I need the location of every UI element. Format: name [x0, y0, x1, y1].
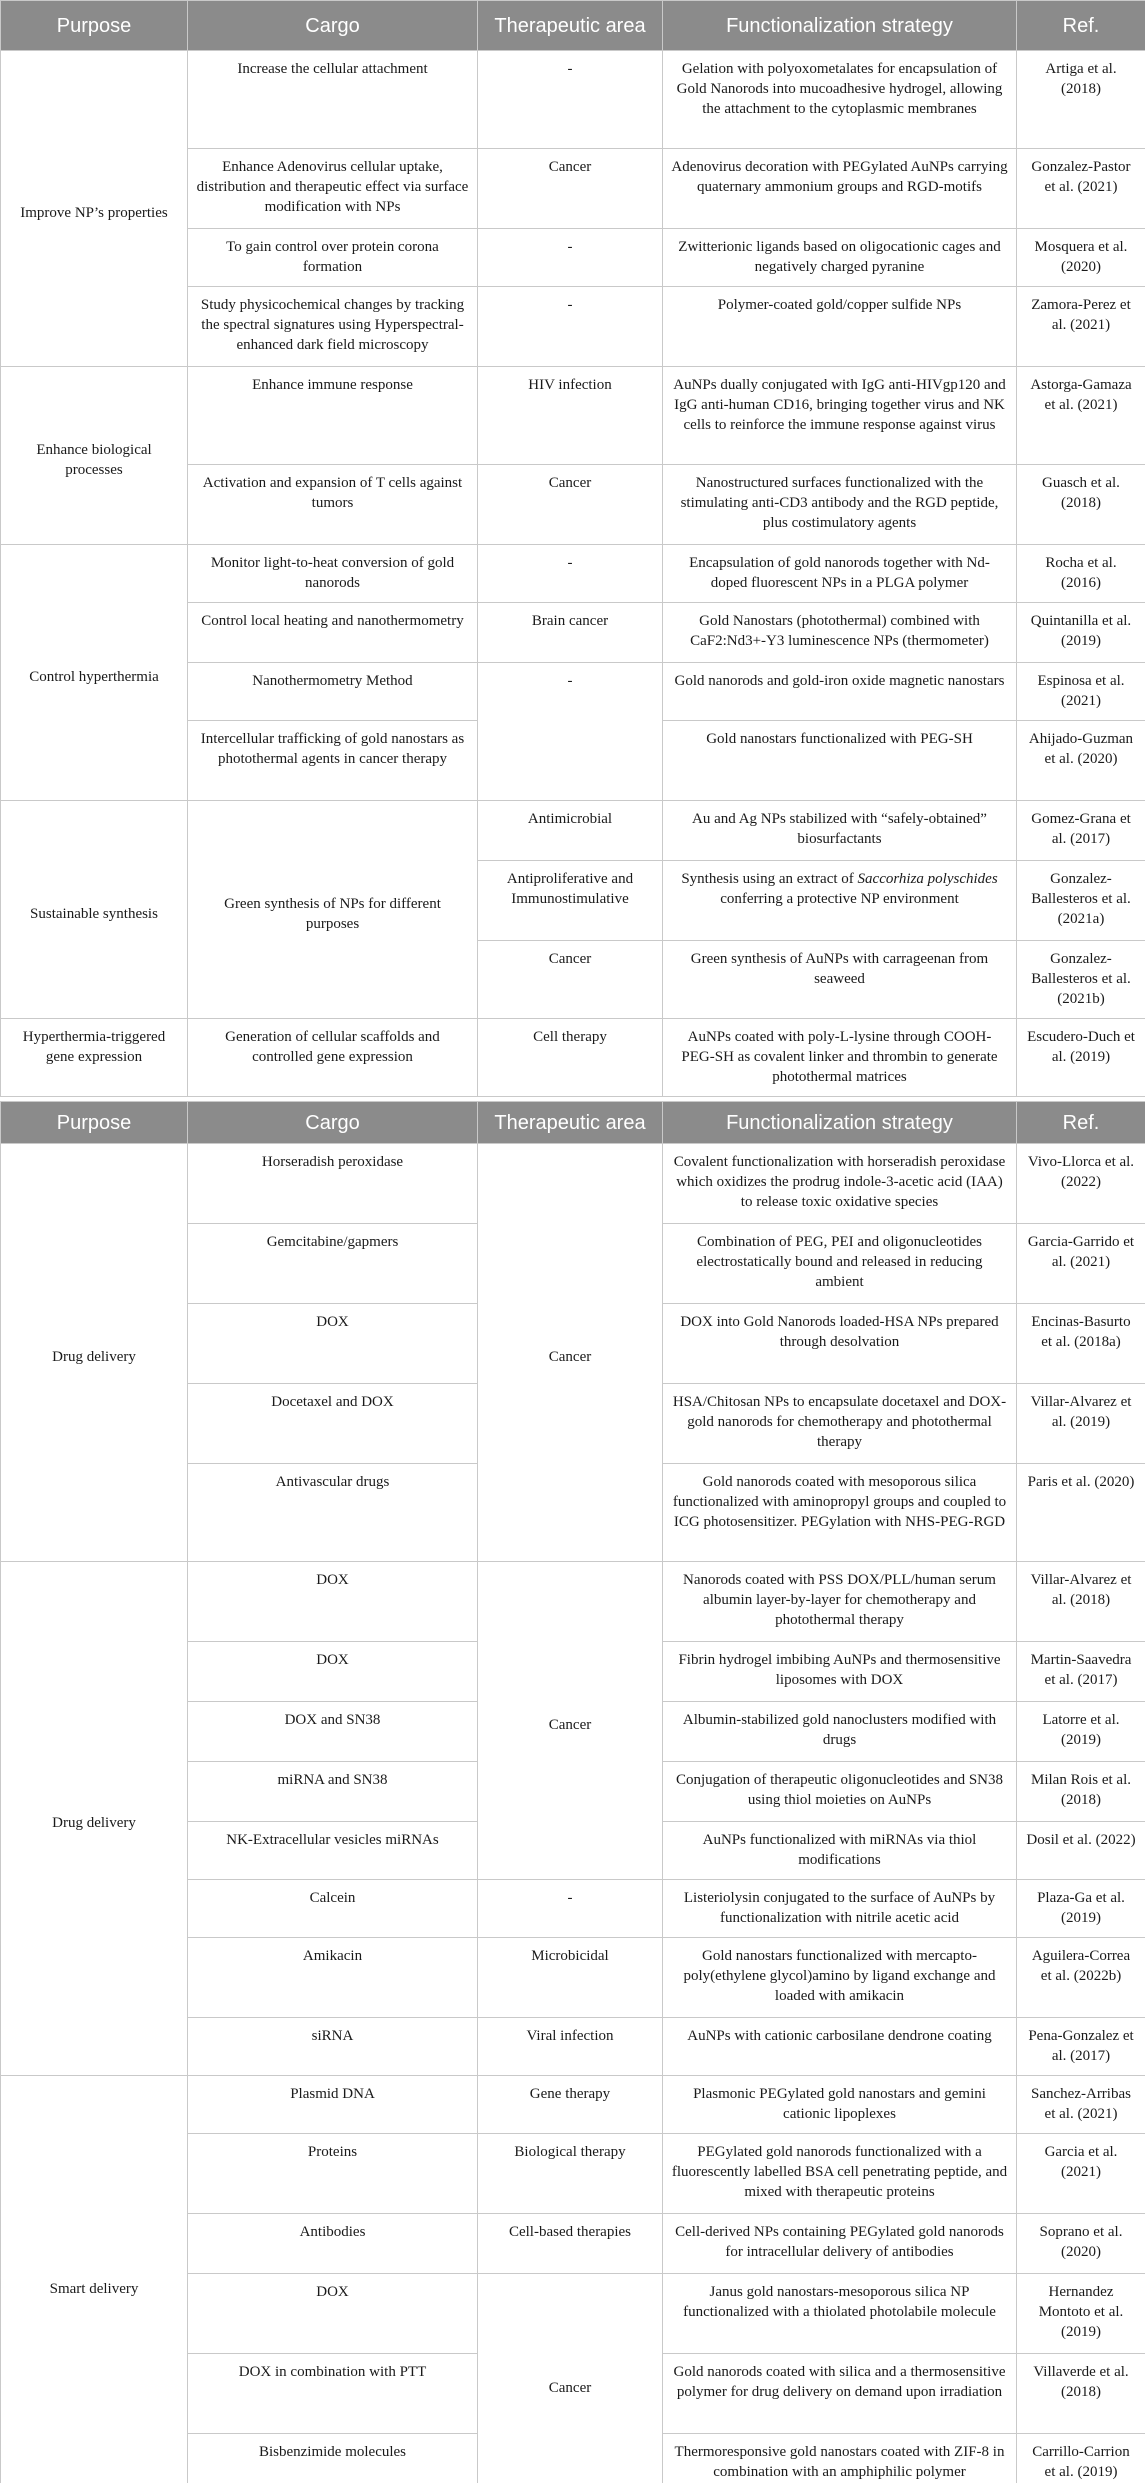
- area-cell: Microbicidal: [478, 1938, 663, 2018]
- cargo-cell: Activation and expansion of T cells against tumors: [188, 465, 478, 545]
- area-cell: HIV infection: [478, 367, 663, 465]
- area-cell: Cancer: [478, 2274, 663, 2483]
- ref-cell: Gonzalez-Ballesteros et al. (2021b): [1017, 941, 1145, 1019]
- table-header-row: [1, 1102, 1145, 1144]
- table-1: [0, 0, 1145, 1097]
- strategy-cell: Zwitterionic ligands based on oligocationic cages and negatively charged pyranine: [663, 229, 1017, 287]
- strategy-cell: Polymer-coated gold/copper sulfide NPs: [663, 287, 1017, 367]
- header-purpose: Purpose: [1, 1102, 188, 1144]
- purpose-cell: Drug delivery: [1, 1144, 188, 1562]
- area-cell: Cancer: [478, 149, 663, 229]
- purpose-cell: Drug delivery: [1, 1562, 188, 2076]
- cargo-cell: Study physicochemical changes by tracking the spectral signatures using Hyperspectral-enhanced dark field microscopy: [188, 287, 478, 367]
- cargo-cell: DOX in combination with PTT: [188, 2354, 478, 2434]
- cargo-cell: Horseradish peroxidase: [188, 1144, 478, 1224]
- table-row: [1, 1562, 1145, 1642]
- header-ref: Ref.: [1017, 1, 1145, 51]
- ref-cell: Carrillo-Carrion et al. (2019): [1017, 2434, 1145, 2483]
- purpose-cell: Enhance biological processes: [1, 367, 188, 545]
- ref-cell: Ahijado-Guzman et al. (2020): [1017, 721, 1145, 801]
- ref-cell: Soprano et al. (2020): [1017, 2214, 1145, 2274]
- strategy-cell: [663, 861, 1017, 941]
- area-cell: Viral infection: [478, 2018, 663, 2076]
- ref-cell: Aguilera-Correa et al. (2022b): [1017, 1938, 1145, 2018]
- header-functionalization-strategy: Functionalization strategy: [663, 1, 1017, 51]
- area-cell: Gene therapy: [478, 2076, 663, 2134]
- area-cell: Cell-based therapies: [478, 2214, 663, 2274]
- table-row: [1, 51, 1145, 149]
- ref-cell: Paris et al. (2020): [1017, 1464, 1145, 1562]
- ref-cell: Rocha et al. (2016): [1017, 545, 1145, 603]
- strategy-cell: Gold nanostars functionalized with mercapto-poly(ethylene glycol)amino by ligand exchange and loaded with amikacin: [663, 1938, 1017, 2018]
- ref-cell: Gonzalez-Ballesteros et al. (2021a): [1017, 861, 1145, 941]
- strategy-cell: Gold nanorods coated with silica and a thermosensitive polymer for drug delivery on demand upon irradiation: [663, 2354, 1017, 2434]
- cargo-cell: Control local heating and nanothermometry: [188, 603, 478, 663]
- strategy-cell: Adenovirus decoration with PEGylated AuNPs carrying quaternary ammonium groups and RGD-motifs: [663, 149, 1017, 229]
- ref-cell: Villaverde et al. (2018): [1017, 2354, 1145, 2434]
- area-cell: Brain cancer: [478, 603, 663, 663]
- species-name: Saccorhiza polyschides: [857, 871, 998, 887]
- table-row: [1, 801, 1145, 861]
- strategy-cell: Plasmonic PEGylated gold nanostars and gemini cationic lipoplexes: [663, 2076, 1017, 2134]
- strategy-cell: AuNPs dually conjugated with IgG anti-HIVgp120 and IgG anti-human CD16, bringing together virus and NK cells to reinforce the immune response against virus: [663, 367, 1017, 465]
- strategy-cell: [663, 603, 1017, 663]
- cargo-cell: DOX and SN38: [188, 1702, 478, 1762]
- strategy-cell: Combination of PEG, PEI and oligonucleotides electrostatically bound and released in reducing ambient: [663, 1224, 1017, 1304]
- strategy-cell: Gold nanorods coated with mesoporous silica functionalized with aminopropyl groups and coupled to ICG photosensitizer. PEGylation with NHS-PEG-RGD: [663, 1464, 1017, 1562]
- cargo-cell: DOX: [188, 1642, 478, 1702]
- ref-cell: Hernandez Montoto et al. (2019): [1017, 2274, 1145, 2354]
- ref-cell: Zamora-Perez et al. (2021): [1017, 287, 1145, 367]
- strategy-cell: PEGylated gold nanorods functionalized with a fluorescently labelled BSA cell penetrating peptide, and mixed with therapeutic proteins: [663, 2134, 1017, 2214]
- cargo-cell: DOX: [188, 1304, 478, 1384]
- area-cell: Antimicrobial: [478, 801, 663, 861]
- cargo-cell: miRNA and SN38: [188, 1762, 478, 1822]
- ref-cell: Gonzalez-Pastor et al. (2021): [1017, 149, 1145, 229]
- purpose-cell: Hyperthermia-triggered gene expression: [1, 1019, 188, 1097]
- strategy-cell: Listeriolysin conjugated to the surface of AuNPs by functionalization with nitrile acetic acid: [663, 1880, 1017, 1938]
- strategy-cell: Fibrin hydrogel imbibing AuNPs and thermosensitive liposomes with DOX: [663, 1642, 1017, 1702]
- strategy-cell: Nanostructured surfaces functionalized with the stimulating anti-CD3 antibody and the RGD peptide, plus costimulatory agents: [663, 465, 1017, 545]
- area-cell: -: [478, 1880, 663, 1938]
- strategy-cell: Encapsulation of gold nanorods together with Nd-doped fluorescent NPs in a PLGA polymer: [663, 545, 1017, 603]
- ref-cell: Gomez-Grana et al. (2017): [1017, 801, 1145, 861]
- cargo-cell: To gain control over protein corona formation: [188, 229, 478, 287]
- cargo-cell: Antibodies: [188, 2214, 478, 2274]
- ref-cell: Guasch et al. (2018): [1017, 465, 1145, 545]
- strategy-text-a: Gold Nanostars (photothermal) combined with CaF2:Nd3+-Y3 luminescence NPs (thermometer): [690, 613, 989, 649]
- ref-cell: Escudero-Duch et al. (2019): [1017, 1019, 1145, 1097]
- strategy-cell: Conjugation of therapeutic oligonucleotides and SN38 using thiol moieties on AuNPs: [663, 1762, 1017, 1822]
- strategy-cell: Gold nanostars functionalized with PEG-SH: [663, 721, 1017, 801]
- strategy-cell: Nanorods coated with PSS DOX/PLL/human serum albumin layer-by-layer for chemotherapy and photothermal therapy: [663, 1562, 1017, 1642]
- cargo-cell: Calcein: [188, 1880, 478, 1938]
- area-cell: -: [478, 287, 663, 367]
- purpose-cell: Improve NP’s properties: [1, 51, 188, 367]
- purpose-cell: Smart delivery: [1, 2076, 188, 2483]
- ref-cell: Astorga-Gamaza et al. (2021): [1017, 367, 1145, 465]
- area-cell: -: [478, 51, 663, 149]
- cargo-cell: Green synthesis of NPs for different purposes: [188, 801, 478, 1019]
- strategy-cell: Cell-derived NPs containing PEGylated gold nanorods for intracellular delivery of antibodies: [663, 2214, 1017, 2274]
- area-cell: Cancer: [478, 1144, 663, 1562]
- cargo-cell: Antivascular drugs: [188, 1464, 478, 1562]
- ref-cell: Dosil et al. (2022): [1017, 1822, 1145, 1880]
- ref-cell: Latorre et al. (2019): [1017, 1702, 1145, 1762]
- ref-cell: Espinosa et al. (2021): [1017, 663, 1145, 721]
- purpose-cell: Control hyperthermia: [1, 545, 188, 801]
- table-row: [1, 2076, 1145, 2134]
- table-row: [1, 545, 1145, 603]
- strategy-cell: Gold nanorods and gold-iron oxide magnetic nanostars: [663, 663, 1017, 721]
- strategy-cell: Au and Ag NPs stabilized with “safely-obtained” biosurfactants: [663, 801, 1017, 861]
- cargo-cell: Proteins: [188, 2134, 478, 2214]
- cargo-cell: Enhance Adenovirus cellular uptake, distribution and therapeutic effect via surface modification with NPs: [188, 149, 478, 229]
- strategy-cell: AuNPs coated with poly-L-lysine through COOH-PEG-SH as covalent linker and thrombin to generate photothermal matrices: [663, 1019, 1017, 1097]
- ref-cell: Milan Rois et al. (2018): [1017, 1762, 1145, 1822]
- ref-cell: Encinas-Basurto et al. (2018a): [1017, 1304, 1145, 1384]
- ref-cell: Vivo-Llorca et al. (2022): [1017, 1144, 1145, 1224]
- area-cell: Antiproliferative and Immunostimulative: [478, 861, 663, 941]
- cargo-cell: Increase the cellular attachment: [188, 51, 478, 149]
- cargo-cell: Gemcitabine/gapmers: [188, 1224, 478, 1304]
- strategy-cell: Thermoresponsive gold nanostars coated with ZIF-8 in combination with an amphiphilic polymer: [663, 2434, 1017, 2483]
- ref-cell: Garcia et al. (2021): [1017, 2134, 1145, 2214]
- strategy-cell: Green synthesis of AuNPs with carrageenan from seaweed: [663, 941, 1017, 1019]
- cargo-cell: Amikacin: [188, 1938, 478, 2018]
- ref-cell: Villar-Alvarez et al. (2019): [1017, 1384, 1145, 1464]
- cargo-cell: Monitor light-to-heat conversion of gold nanorods: [188, 545, 478, 603]
- area-cell: -: [478, 663, 663, 801]
- header-functionalization-strategy: Functionalization strategy: [663, 1102, 1017, 1144]
- table-row: [1, 1144, 1145, 1224]
- ref-cell: Artiga et al. (2018): [1017, 51, 1145, 149]
- strategy-cell: HSA/Chitosan NPs to encapsulate docetaxel and DOX-gold nanorods for chemotherapy and photothermal therapy: [663, 1384, 1017, 1464]
- ref-cell: Villar-Alvarez et al. (2018): [1017, 1562, 1145, 1642]
- ref-cell: Quintanilla et al. (2019): [1017, 603, 1145, 663]
- table-row: [1, 367, 1145, 465]
- cargo-cell: DOX: [188, 2274, 478, 2354]
- table-header-row: [1, 1, 1145, 51]
- cargo-cell: Bisbenzimide molecules: [188, 2434, 478, 2483]
- strategy-cell: Janus gold nanostars-mesoporous silica NP functionalized with a thiolated photolabile molecule: [663, 2274, 1017, 2354]
- area-cell: Biological therapy: [478, 2134, 663, 2214]
- area-cell: Cancer: [478, 941, 663, 1019]
- header-ref: Ref.: [1017, 1102, 1145, 1144]
- cargo-cell: Docetaxel and DOX: [188, 1384, 478, 1464]
- ref-cell: Sanchez-Arribas et al. (2021): [1017, 2076, 1145, 2134]
- cargo-cell: Generation of cellular scaffolds and controlled gene expression: [188, 1019, 478, 1097]
- ref-cell: Martin-Saavedra et al. (2017): [1017, 1642, 1145, 1702]
- purpose-cell: Sustainable synthesis: [1, 801, 188, 1019]
- cargo-cell: siRNA: [188, 2018, 478, 2076]
- strategy-cell: DOX into Gold Nanorods loaded-HSA NPs prepared through desolvation: [663, 1304, 1017, 1384]
- cargo-cell: DOX: [188, 1562, 478, 1642]
- cargo-cell: NK-Extracellular vesicles miRNAs: [188, 1822, 478, 1880]
- ref-cell: Mosquera et al. (2020): [1017, 229, 1145, 287]
- area-cell: Cancer: [478, 1562, 663, 1880]
- ref-cell: Plaza-Ga et al. (2019): [1017, 1880, 1145, 1938]
- table-2: [0, 1101, 1145, 2483]
- strategy-cell: AuNPs functionalized with miRNAs via thiol modifications: [663, 1822, 1017, 1880]
- header-cargo: Cargo: [188, 1, 478, 51]
- strategy-cell: Albumin-stabilized gold nanoclusters modified with drugs: [663, 1702, 1017, 1762]
- area-cell: Cell therapy: [478, 1019, 663, 1097]
- cargo-cell: Intercellular trafficking of gold nanostars as photothermal agents in cancer therapy: [188, 721, 478, 801]
- cargo-cell: Nanothermometry Method: [188, 663, 478, 721]
- ref-cell: Pena-Gonzalez et al. (2017): [1017, 2018, 1145, 2076]
- header-therapeutic-area: Therapeutic area: [478, 1, 663, 51]
- ref-cell: Garcia-Garrido et al. (2021): [1017, 1224, 1145, 1304]
- area-cell: -: [478, 545, 663, 603]
- table-row: [1, 1019, 1145, 1097]
- header-therapeutic-area: Therapeutic area: [478, 1102, 663, 1144]
- header-cargo: Cargo: [188, 1102, 478, 1144]
- area-cell: -: [478, 229, 663, 287]
- strategy-cell: Covalent functionalization with horseradish peroxidase which oxidizes the prodrug indole-3-acetic acid (IAA) to release toxic oxidative species: [663, 1144, 1017, 1224]
- strategy-text-before: Synthesis using an extract of: [681, 871, 858, 887]
- cargo-cell: Plasmid DNA: [188, 2076, 478, 2134]
- cargo-cell: Enhance immune response: [188, 367, 478, 465]
- strategy-cell: AuNPs with cationic carbosilane dendrone coating: [663, 2018, 1017, 2076]
- strategy-cell: Gelation with polyoxometalates for encapsulation of Gold Nanorods into mucoadhesive hydrogel, allowing the attachment to the cytoplasmic membranes: [663, 51, 1017, 149]
- header-purpose: Purpose: [1, 1, 188, 51]
- area-cell: Cancer: [478, 465, 663, 545]
- strategy-text-after: conferring a protective NP environment: [720, 891, 959, 907]
